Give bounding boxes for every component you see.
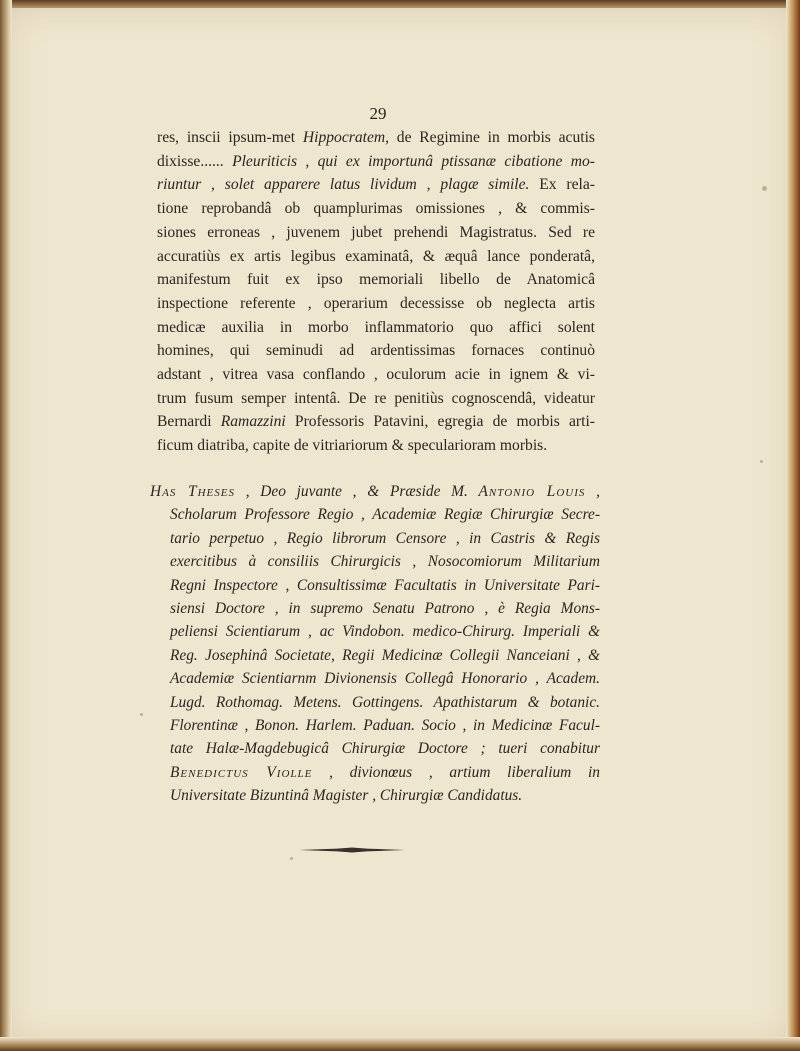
dedication-line	[150, 527, 600, 550]
paragraph-line	[157, 245, 595, 269]
paper-spot	[760, 460, 763, 463]
text-run: siones erroneas , juvenem jubet prehendi Magistratus. Sed re	[157, 223, 595, 241]
body-paragraph	[157, 126, 595, 458]
dedication-line	[150, 597, 600, 620]
dedication-line	[150, 574, 600, 597]
text-run: tate Halæ-Magdebugicâ Chirurgiæ Doctore ; tueri conabitur	[170, 740, 600, 758]
paragraph-line	[157, 150, 595, 174]
dedication-line	[150, 761, 600, 784]
text-run: Benedictus Violle	[170, 763, 313, 781]
paragraph-line	[157, 316, 595, 340]
text-run: , Deo juvante , & Præside M.	[235, 483, 479, 500]
text-run: trum fusum semper intentâ. De re penitiùs cognoscendâ, videatur	[157, 389, 595, 407]
text-run: exercitibus à consiliis Chirurgicis , Nosocomiorum Militarium	[170, 553, 600, 571]
page-number: 29	[369, 104, 387, 123]
paragraph-line	[157, 387, 595, 411]
paper-spot	[140, 713, 143, 716]
paragraph-line	[157, 221, 595, 245]
dedication-block	[150, 480, 600, 808]
paragraph-line	[157, 363, 595, 387]
text-run: Academiæ Scientiarnm Divionensis Collegâ Honorario , Academ.	[170, 670, 600, 688]
paragraph-line	[157, 173, 595, 197]
ornament-rule	[297, 846, 407, 854]
dedication-line	[150, 714, 600, 737]
text-run: adstant , vitrea vasa conflando , oculorum acie in ignem & vi-	[157, 366, 595, 384]
dedication-line	[150, 503, 600, 526]
text-run: Regni Inspectore , Consultissimæ Facultatis in Universitate Pari-	[170, 576, 600, 594]
paragraph-line	[157, 434, 595, 458]
paper-spot	[290, 857, 293, 860]
text-run: medicæ auxilia in morbo inflammatorio quo affici solent	[157, 318, 595, 336]
text-run: Professoris Patavini, egregia de morbis arti-	[285, 413, 595, 431]
text-run: Ramazzini	[220, 413, 286, 431]
text-run: Universitate Bizuntinâ Magister , Chirurgiæ Candidatus.	[170, 787, 523, 805]
text-run: dixisse......	[157, 152, 233, 170]
text-run: Bernardi	[157, 413, 221, 431]
text-run: ficum diatriba, capite de vitriariorum & specularioram morbis.	[157, 437, 548, 455]
text-run: ,	[585, 483, 600, 500]
text-run: Pleuriticis , qui ex importunâ ptissanæ cibatione mo-	[232, 152, 595, 170]
text-run: Hippocratem,	[302, 129, 390, 146]
text-run: Scholarum Professore Regio , Academiæ Regiæ Chirurgiæ Secre-	[170, 506, 600, 524]
text-run: homines, qui seminudi ad ardentissimas fornaces continuò	[157, 342, 595, 360]
paper-spot	[762, 186, 767, 191]
dedication-line	[150, 784, 600, 807]
text-run: , divionœus , artium liberalium in	[312, 763, 600, 781]
text-run: Ex rela-	[529, 176, 595, 194]
text-run: Florentinæ , Bonon. Harlem. Paduan. Socio , in Medicinæ Facul-	[170, 717, 600, 735]
paragraph-line	[157, 292, 595, 316]
dedication-line	[150, 691, 600, 714]
text-run: res, inscii ipsum-met	[157, 129, 303, 146]
text-run: riuntur , solet apparere latus lividum , plagæ simile.	[157, 176, 530, 194]
text-run: Antonio Louis	[478, 483, 586, 500]
text-run: inspectione referente , operarium decessisse ob neglecta artis	[157, 294, 595, 312]
paragraph-line	[157, 410, 595, 434]
dedication-line	[150, 667, 600, 690]
page-edge-bottom	[0, 1037, 800, 1051]
dedication-line	[150, 550, 600, 573]
text-run: peliensi Scientiarum , ac Vindobon. medico-Chirurg. Imperiali &	[170, 623, 600, 641]
paragraph-line	[157, 197, 595, 221]
paragraph-line	[157, 268, 595, 292]
page-edge-left	[0, 0, 12, 1051]
text-run: Reg. Josephinâ Societate, Regii Medicinæ Collegii Nanceiani , &	[170, 646, 600, 664]
page-edge-right	[786, 0, 800, 1051]
text-run: tario perpetuo , Regio librorum Censore , in Castris & Regis	[170, 529, 600, 547]
text-run: Lugd. Rothomag. Metens. Gottingens. Apathistarum & botanic.	[170, 693, 600, 711]
paragraph-line	[157, 339, 595, 363]
text-run: Has Theses	[150, 483, 235, 500]
dedication-line	[150, 644, 600, 667]
text-run: tione reprobandâ ob quamplurimas omissiones , & commis-	[157, 200, 595, 218]
paragraph-line	[157, 126, 595, 150]
text-run: siensi Doctore , in supremo Senatu Patrono , è Regia Mons-	[170, 600, 600, 618]
text-run: de Regimine in morbis acutis	[389, 129, 595, 146]
text-run: manifestum fuit ex ipso memoriali libello de Anatomicâ	[157, 271, 595, 289]
text-run: accuratiùs ex artis legibus examinatâ, & æquâ lance ponderatâ,	[157, 247, 595, 265]
page-edge-top	[0, 0, 800, 8]
dedication-line	[150, 737, 600, 760]
dedication-line	[150, 620, 600, 643]
dedication-line	[150, 480, 600, 503]
